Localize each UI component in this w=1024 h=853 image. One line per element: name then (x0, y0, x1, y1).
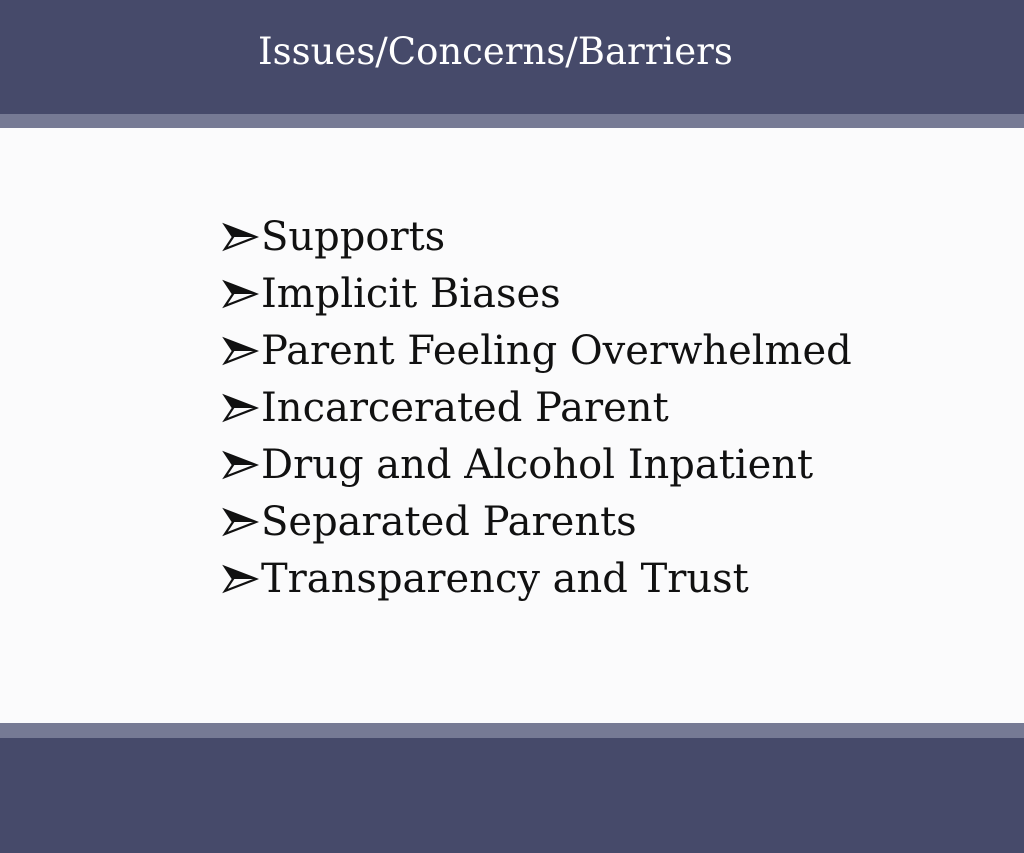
bullet-text: Drug and Alcohol Inpatient (261, 441, 814, 488)
bullet-text: Incarcerated Parent (261, 384, 669, 431)
bullet-item (222, 208, 852, 265)
bullet-text: Parent Feeling Overwhelmed (261, 327, 852, 374)
arrowhead-bullet-icon (222, 390, 259, 426)
arrowhead-bullet-icon (222, 504, 259, 540)
bullet-text: Separated Parents (261, 498, 637, 545)
bullet-item (222, 265, 852, 322)
footer-stripe (0, 723, 1024, 738)
slide-title: Issues/Concerns/Barriers (258, 30, 733, 73)
bullet-text: Transparency and Trust (261, 555, 749, 602)
bullet-item (222, 379, 852, 436)
bullet-item (222, 493, 852, 550)
header-stripe (0, 114, 1024, 128)
arrowhead-bullet-icon (222, 219, 259, 255)
bullet-item (222, 550, 852, 607)
bullet-text: Supports (261, 213, 446, 260)
bullet-text: Implicit Biases (261, 270, 561, 317)
arrowhead-bullet-icon (222, 561, 259, 597)
arrowhead-bullet-icon (222, 333, 259, 369)
bullet-list (222, 208, 852, 607)
header-bar (0, 0, 1024, 114)
arrowhead-bullet-icon (222, 447, 259, 483)
footer-bar (0, 738, 1024, 853)
bullet-item (222, 322, 852, 379)
bullet-item (222, 436, 852, 493)
arrowhead-bullet-icon (222, 276, 259, 312)
